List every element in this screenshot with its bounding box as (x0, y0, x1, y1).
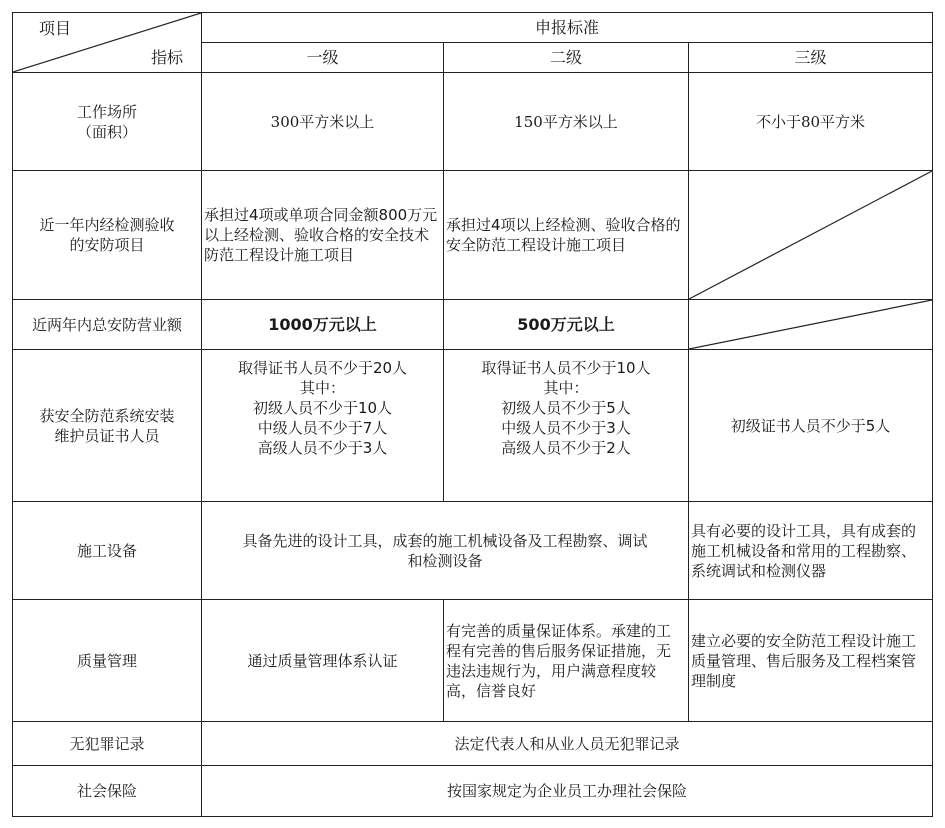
row-label-projects: 近一年内经检测验收 的安防项目 (13, 171, 202, 300)
row-label-record: 无犯罪记录 (13, 722, 202, 766)
corner-label-item: 项目 (39, 19, 72, 38)
projects-level-1: 承担过4项或单项合同金额800万元以上经检测、验收合格的安全技术防范工程设计施工项目 (202, 171, 444, 300)
quality-level-3: 建立必要的安全防范工程设计施工质量管理、售后服务及工程档案管理制度 (689, 600, 933, 722)
level-3-header: 三级 (689, 43, 933, 73)
quality-level-2: 有完善的质量保证体系。承建的工程有完善的售后服务保证措施，无违法违规行为，用户满意程度较高，信誉良好 (444, 600, 689, 722)
revenue-level-1: 1000万元以上 (202, 300, 444, 350)
row-area (13, 73, 933, 171)
revenue-level-3-empty (689, 300, 933, 350)
not-applicable-diagonal (689, 300, 932, 349)
row-label-insurance: 社会保险 (13, 766, 202, 817)
row-projects (13, 171, 933, 300)
quality-level-1: 通过质量管理体系认证 (202, 600, 444, 722)
equipment-level-3: 具有必要的设计工具，具有成套的施工机械设备和常用的工程勘察、系统调试和检测仪器 (689, 502, 933, 600)
row-quality (13, 600, 933, 722)
row-revenue (13, 300, 933, 350)
row-record (13, 722, 933, 766)
row-equipment (13, 502, 933, 600)
level-1-header: 一级 (202, 43, 444, 73)
area-level-1: 300平方米以上 (202, 73, 444, 171)
row-staff (13, 350, 933, 502)
header-row-group (13, 13, 933, 43)
row-label-revenue: 近两年内总安防营业额 (13, 300, 202, 350)
row-label-equipment: 施工设备 (13, 502, 202, 600)
projects-level-3-empty (689, 171, 933, 300)
projects-level-2: 承担过4项以上经检测、验收合格的安全防范工程设计施工项目 (444, 171, 689, 300)
not-applicable-diagonal (689, 171, 932, 299)
staff-level-2: 取得证书人员不少于10人 其中： 初级人员不少于5人 中级人员不少于3人 高级人员不少于2人 (444, 350, 689, 502)
revenue-level-2: 500万元以上 (444, 300, 689, 350)
area-level-3: 不小于80平方米 (689, 73, 933, 171)
row-insurance (13, 766, 933, 817)
corner-label-indicator: 指标 (150, 48, 183, 67)
staff-level-1: 取得证书人员不少于20人 其中： 初级人员不少于10人 中级人员不少于7人 高级人员不少于3人 (202, 350, 444, 502)
row-label-staff: 获安全防范系统安装 维护员证书人员 (13, 350, 202, 502)
standards-table (12, 12, 933, 817)
group-header: 申报标准 (202, 13, 933, 43)
area-level-2: 150平方米以上 (444, 73, 689, 171)
staff-level-3: 初级证书人员不少于5人 (689, 350, 933, 502)
row-label-area: 工作场所 （面积） (13, 73, 202, 171)
record-all-levels: 法定代表人和从业人员无犯罪记录 (202, 722, 933, 766)
corner-header-cell (13, 13, 202, 73)
equipment-level-1-2: 具备先进的设计工具，成套的施工机械设备及工程勘察、调试 和检测设备 (202, 502, 689, 600)
level-2-header: 二级 (444, 43, 689, 73)
row-label-quality: 质量管理 (13, 600, 202, 722)
standards-sheet (12, 12, 933, 817)
insurance-all-levels: 按国家规定为企业员工办理社会保险 (202, 766, 933, 817)
